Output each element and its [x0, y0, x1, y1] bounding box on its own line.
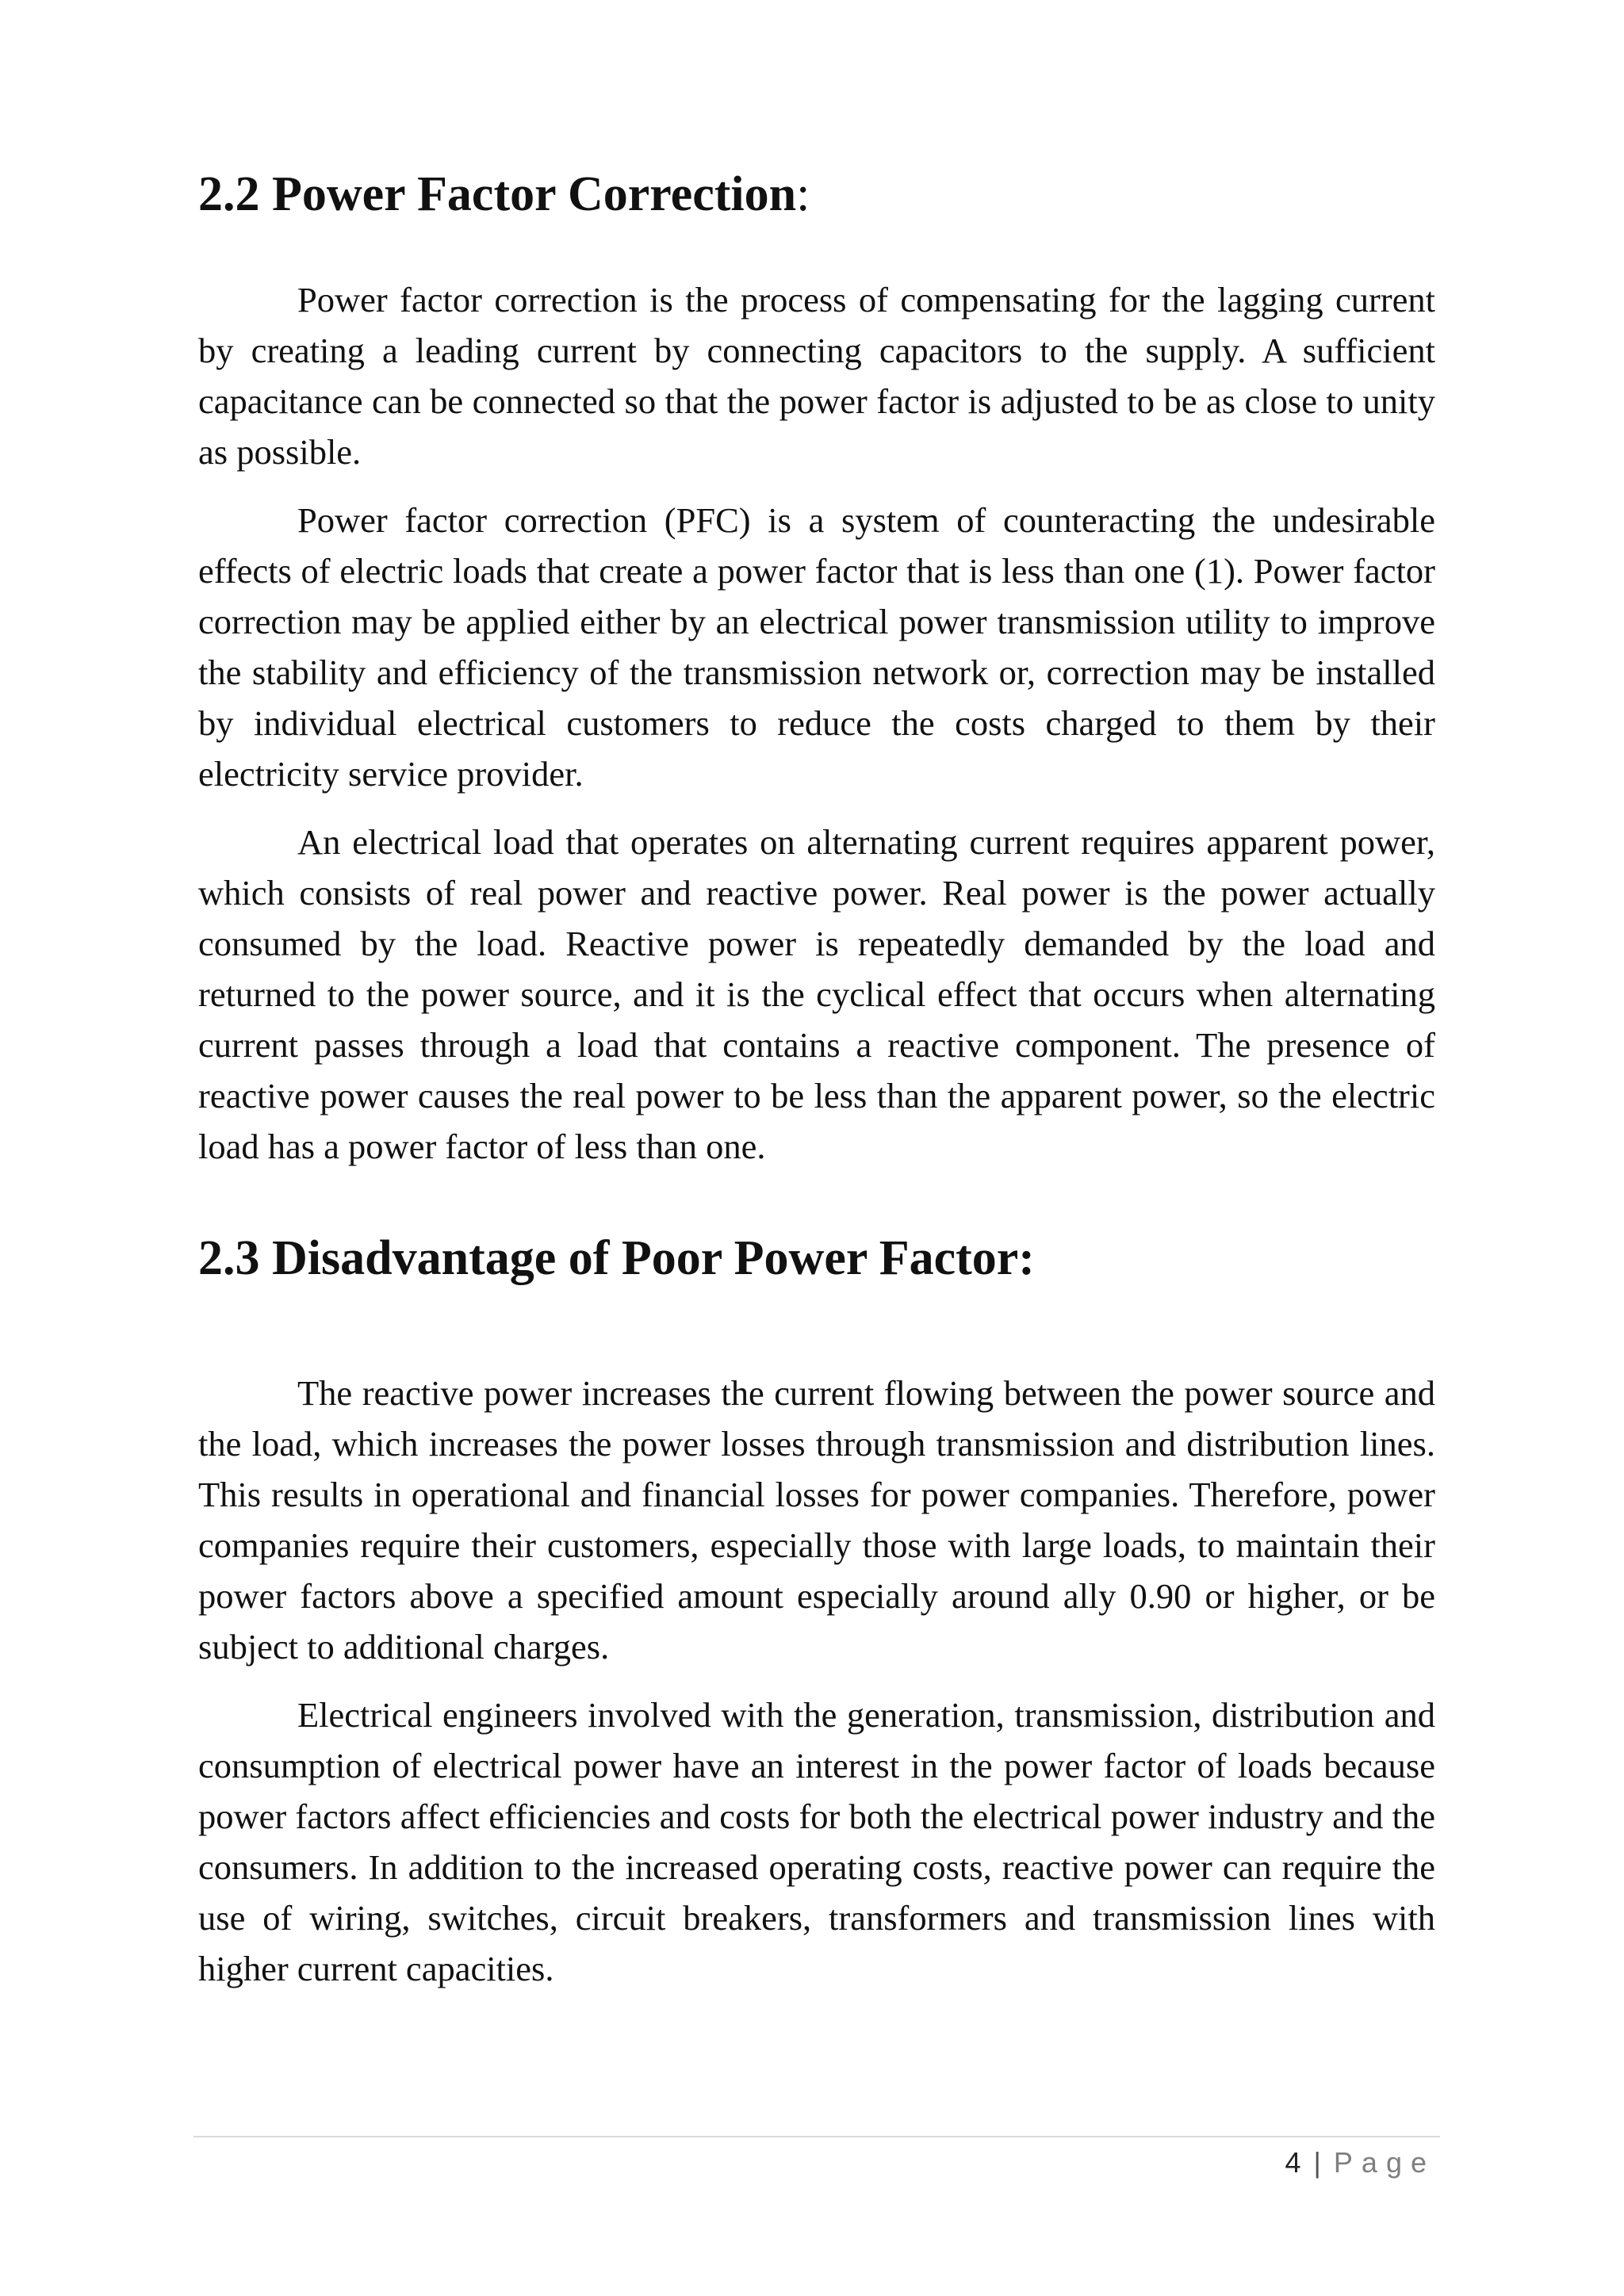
paragraph: Power factor correction (PFC) is a system of counteracting the undesirable effects of electric loads that create a power factor that is less than one (1). Power factor correction may be applied either by an electrical power transmission utility to improve the stability and efficiency of the transmission network or, correction may be installed by individual electrical customers to reduce the costs charged to them by their electricity service provider. — [198, 500, 1435, 794]
page-content — [198, 165, 1435, 1994]
paragraph: An electrical load that operates on alternating current requires apparent power, which consists of real power and reactive power. Real power is the power actually consumed by the load. Reactive power is repeatedly demanded by the load and returned to the power source, and it is the cyclical effect that occurs when alternating current passes through a load that contains a reactive component. The presence of reactive power causes the real power to be less than the apparent power, so the electric load has a power factor of less than one. — [198, 822, 1435, 1167]
footer-separator: | — [1313, 2146, 1321, 2179]
page-footer — [1285, 2144, 1436, 2182]
section-heading-colon: : — [796, 167, 810, 221]
footer-divider — [193, 2136, 1440, 2137]
page-number: 4 — [1285, 2146, 1301, 2179]
section-heading-text: 2.2 Power Factor Correction — [198, 167, 797, 221]
page-label: Page — [1333, 2146, 1435, 2179]
paragraph: The reactive power increases the current flowing between the power source and the load, which increases the power losses through transmission and distribution lines. This results in operational and financial losses for power companies. Therefore, power companies require their customers, especially those with large loads, to maintain their power factors above a specified amount especially around ally 0.90 or higher, or be subject to additional charges. — [198, 1372, 1435, 1667]
section-heading-power-factor-correction — [198, 165, 1435, 224]
section-heading-disadvantage-poor-power-factor: 2.3 Disadvantage of Poor Power Factor: — [198, 1231, 1035, 1286]
paragraph: Power factor correction is the process of compensating for the lagging current by creating a leading current by connecting capacitors to the supply. A sufficient capacitance can be connected so that the power factor is adjusted to be as close to unity as possible. — [198, 280, 1435, 473]
paragraph: Electrical engineers involved with the generation, transmission, distribution and consumption of electrical power have an interest in the power factor of loads because power factors affect efficiencies and costs for both the electrical power industry and the consumers. In addition to the increased operating costs, reactive power can require the use of wiring, switches, circuit breakers, transformers and transmission lines with higher current capacities. — [198, 1694, 1435, 1988]
